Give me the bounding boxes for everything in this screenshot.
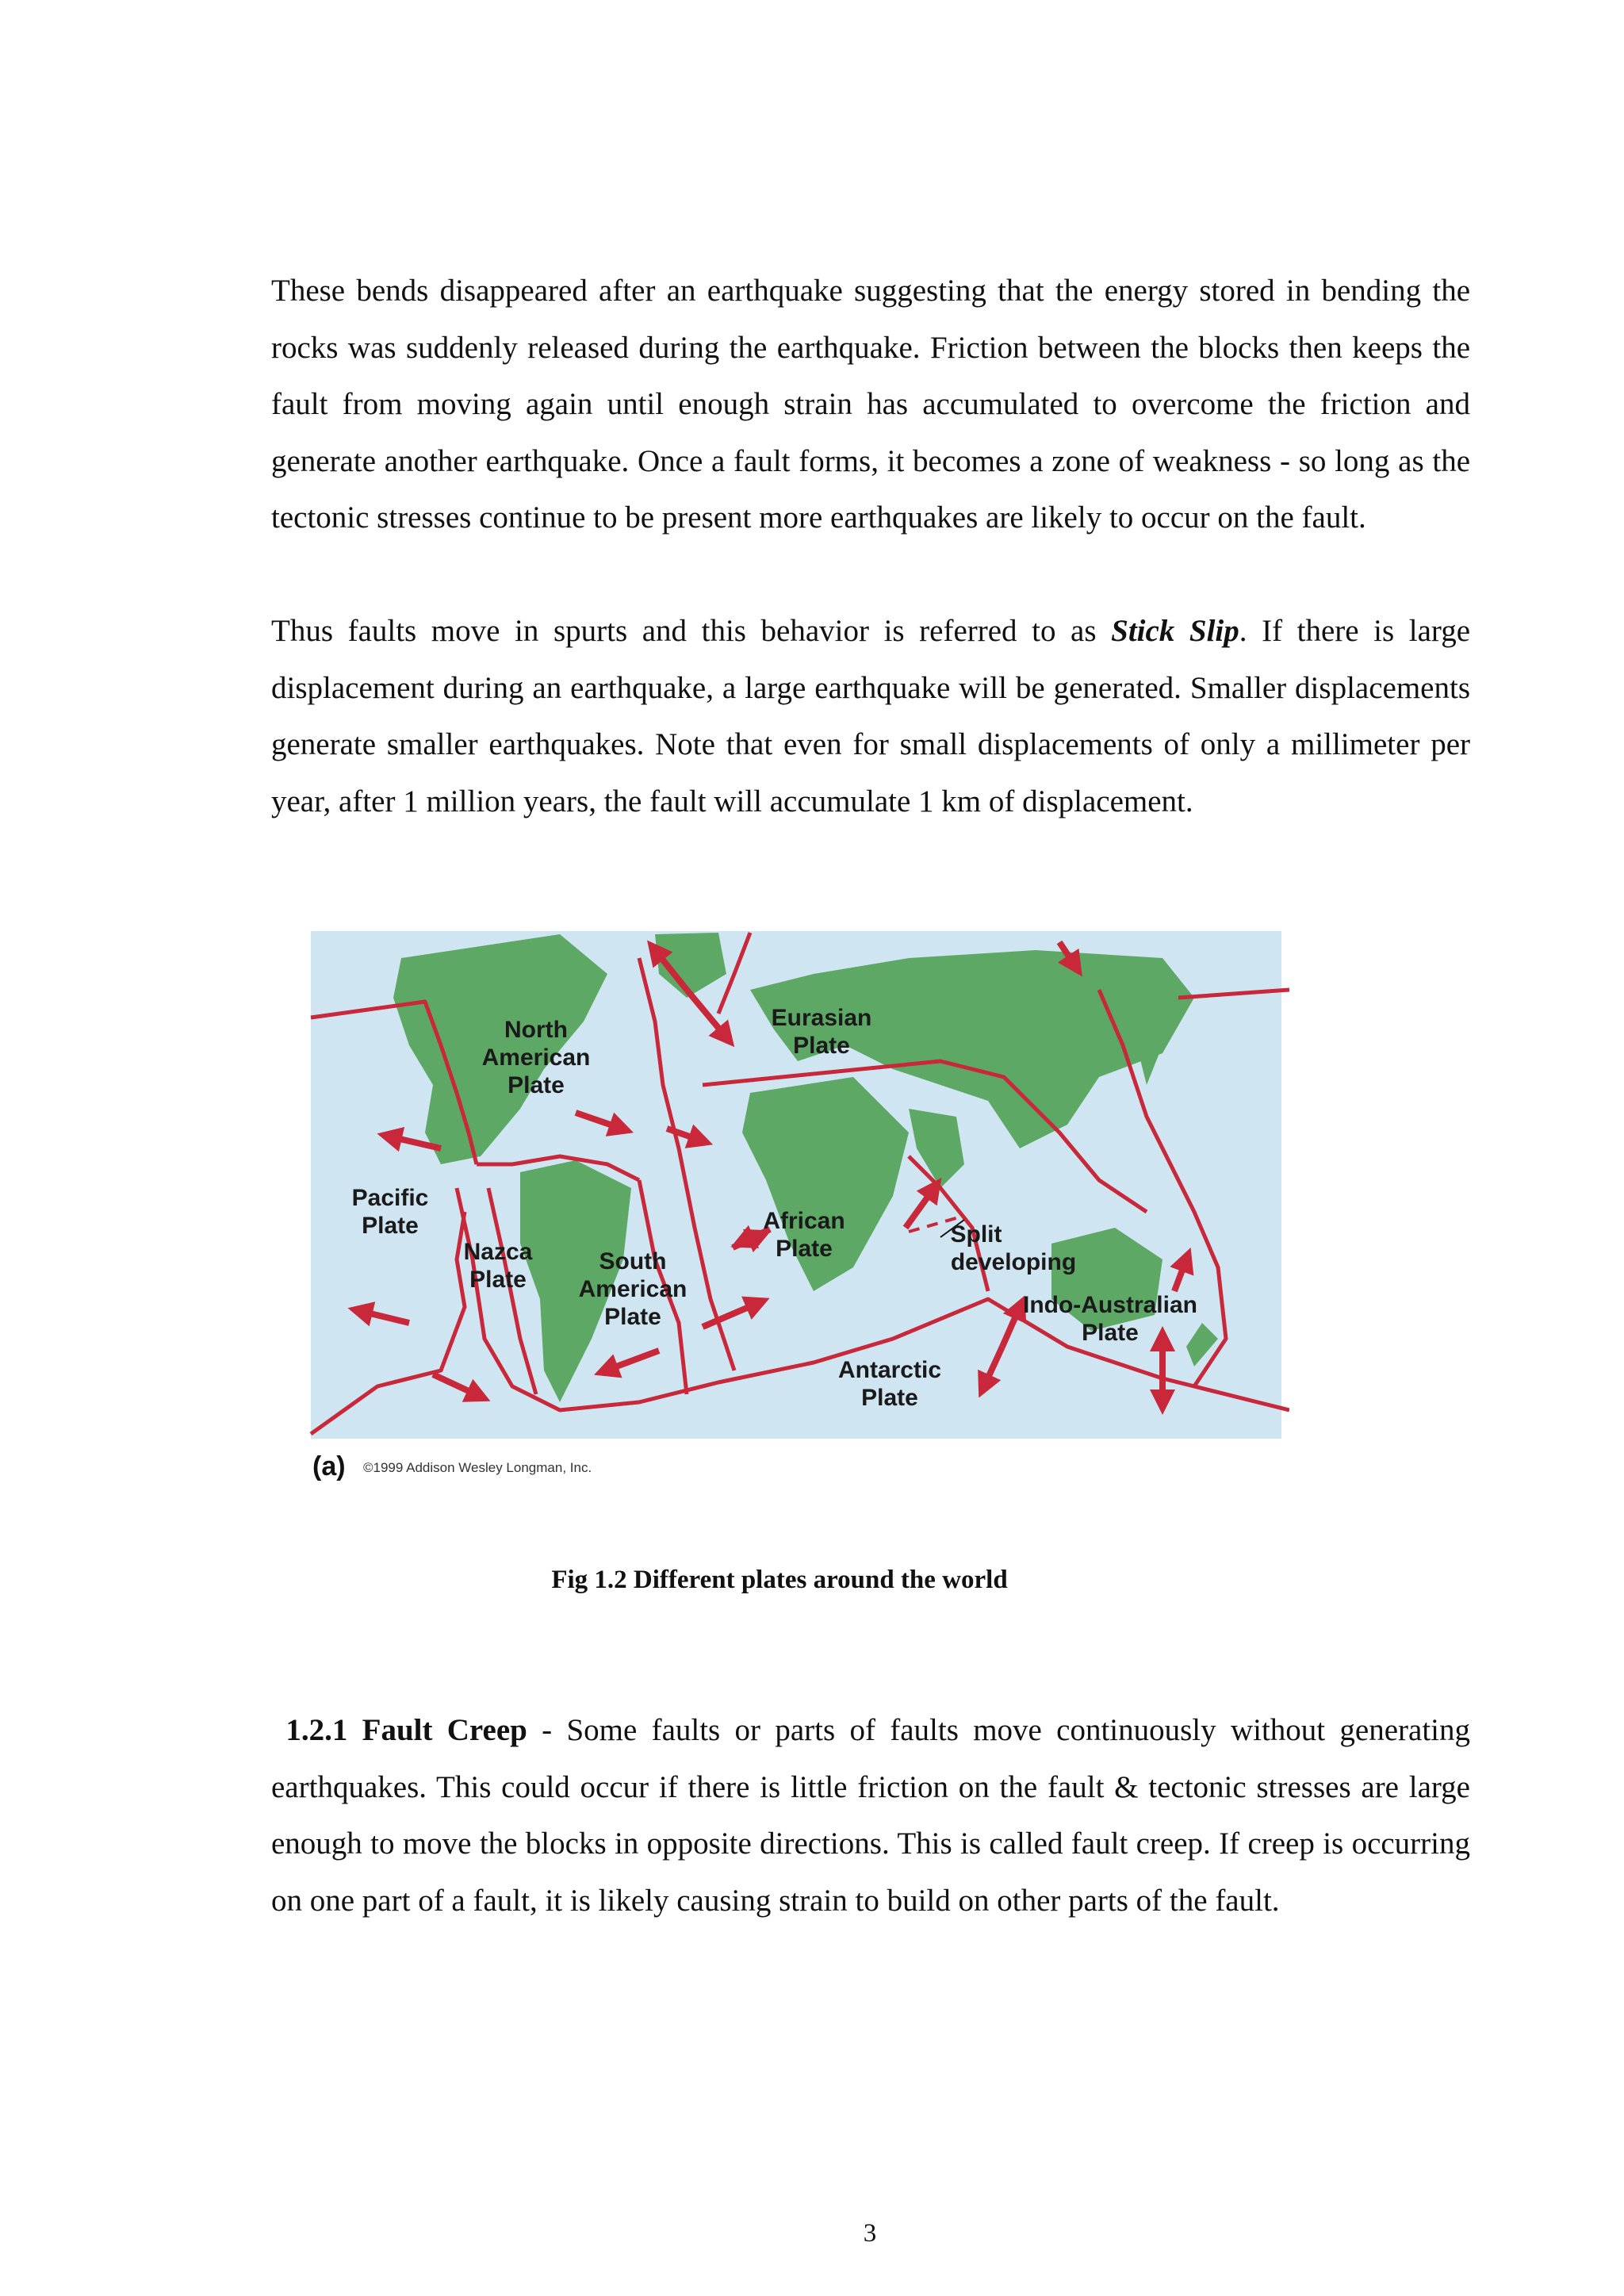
label-antarctic-1: Antarctic	[837, 1357, 942, 1383]
label-pacific-1: Pacific	[351, 1185, 429, 1211]
label-african-2: Plate	[776, 1236, 833, 1262]
label-eurasian-1: Eurasian	[771, 1005, 872, 1031]
label-south-american-1: South	[599, 1248, 667, 1274]
figure-caption: Fig 1.2 Different plates around the world	[551, 1566, 1008, 1594]
paragraph-text: These bends disappeared after an earthquake suggesting that the energy stored in bending the rocks was suddenly released during the earthquake. Friction between the blocks then keeps the fault from moving again until enough strain has accumulated to overcome the friction and generate another earthquake. Once a fault forms, it becomes a zone of weakness - so long as the tectonic stresses continue to be present more earthquakes are likely to occur on the fault.	[271, 274, 1470, 535]
label-north-american-1: North	[504, 1017, 568, 1043]
label-pacific-2: Plate	[362, 1213, 419, 1239]
paragraph-stick-slip	[271, 603, 1470, 830]
page-number: 3	[863, 2219, 877, 2248]
label-nazca-1: Nazca	[463, 1239, 533, 1265]
paragraph-text-end: . If there is large displacement during an earthquake, a large earthquake will be generated. Smaller displacements generate smaller earthquakes. Note that even for small displacements of only a millimeter per year, after 1 million years, the fault will accumulate 1 km of displacement.	[271, 614, 1470, 818]
section-fault-creep	[271, 1702, 1470, 1929]
figure-tag: (a)	[312, 1451, 346, 1481]
paragraph-text	[271, 1702, 1470, 1929]
label-split-2: developing	[950, 1249, 1077, 1275]
figure-credit: ©1999 Addison Wesley Longman, Inc.	[363, 1460, 592, 1475]
label-north-american-3: Plate	[508, 1072, 565, 1098]
section-heading: 1.2.1 Fault Creep	[285, 1713, 527, 1747]
label-african-1: African	[763, 1208, 845, 1234]
label-north-american-2: American	[481, 1045, 591, 1071]
label-antarctic-2: Plate	[861, 1385, 918, 1411]
paragraph-text	[271, 603, 1470, 830]
world-plates-map	[306, 926, 1289, 1491]
label-south-american-2: American	[578, 1276, 688, 1302]
label-indo-australian-2: Plate	[1082, 1320, 1139, 1346]
label-eurasian-2: Plate	[793, 1033, 850, 1059]
label-south-american-3: Plate	[604, 1304, 661, 1330]
label-indo-australian-1: Indo-Australian	[1022, 1292, 1198, 1318]
label-split-1: Split	[950, 1221, 1002, 1248]
paragraph-fault-energy	[271, 263, 1470, 546]
plate-map-figure	[306, 926, 1289, 1491]
section-body: - Some faults or parts of faults move continuously without generating earthquakes. This could occur if there is little friction on the fault & tectonic stresses are large enough to move the blocks in opposite directions. This is called fault creep. If creep is occurring on one part of a fault, it is likely causing strain to build on other parts of the fault.	[271, 1713, 1471, 1918]
stick-slip-term: Stick Slip	[1111, 614, 1239, 648]
label-nazca-2: Plate	[469, 1267, 527, 1293]
paragraph-text-start: Thus faults move in spurts and this behavior is referred to as	[271, 614, 1112, 648]
